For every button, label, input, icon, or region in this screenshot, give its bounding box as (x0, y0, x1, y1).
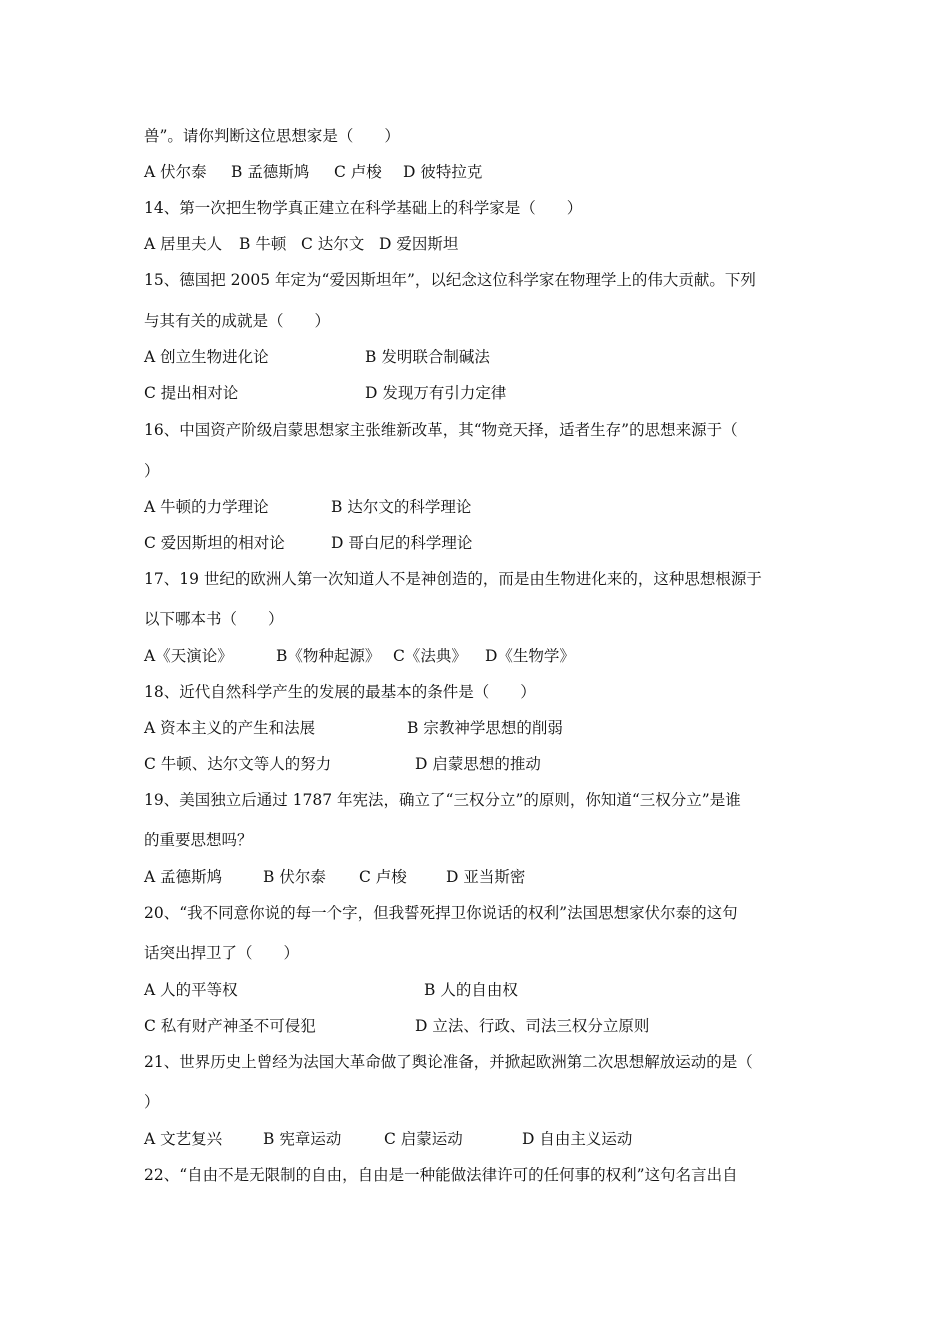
q19-option-c: C 卢梭 (359, 868, 407, 886)
q13-option-b: B 孟德斯鸠 (231, 163, 310, 181)
q17-stem-line1: 17、19 世纪的欧洲人第一次知道人不是神创造的，而是由生物进化来的，这种思想根源于 (144, 570, 762, 588)
q21-stem-line2: ） (144, 1093, 160, 1111)
q18-option-d: D 启蒙思想的推动 (415, 755, 541, 773)
q22-stem-line1: 22、“自由不是无限制的自由，自由是一种能做法律许可的任何事的权利”这句名言出自 (144, 1166, 738, 1184)
q15-option-a: A 创立生物进化论 (144, 348, 269, 366)
q20-option-d: D 立法、行政、司法三权分立原则 (415, 1017, 650, 1035)
q18-option-c: C 牛顿、达尔文等人的努力 (144, 755, 332, 773)
q19-option-d: D 亚当斯密 (446, 868, 526, 886)
q14-option-b: B 牛顿 (239, 235, 287, 253)
q21-option-b: B 宪章运动 (263, 1130, 342, 1148)
q17-option-d: D《生物学》 (485, 647, 575, 665)
q21-option-a: A 文艺复兴 (144, 1130, 223, 1148)
q14-option-a: A 居里夫人 (144, 235, 223, 253)
q20-stem-line2: 话突出捍卫了（ ） (144, 944, 300, 962)
q20-stem-line1: 20、“我不同意你说的每一个字，但我誓死捍卫你说话的权利”法国思想家伏尔泰的这句 (144, 904, 738, 922)
q16-stem-line2: ） (144, 462, 160, 480)
q17-option-c: C《法典》 (393, 647, 467, 665)
q16-option-c: C 爱因斯坦的相对论 (144, 534, 285, 552)
q13-option-d: D 彼特拉克 (403, 163, 483, 181)
q16-option-d: D 哥白尼的科学理论 (331, 534, 473, 552)
q21-stem-line1: 21、世界历史上曾经为法国大革命做了舆论准备，并掀起欧洲第二次思想解放运动的是（ (144, 1053, 753, 1071)
q19-option-b: B 伏尔泰 (263, 868, 326, 886)
q14-stem: 14、第一次把生物学真正建立在科学基础上的科学家是（ ） (144, 199, 583, 217)
q17-stem-line2: 以下哪本书（ ） (144, 610, 284, 628)
q15-stem-line1: 15、德国把 2005 年定为“爱因斯坦年”，以纪念这位科学家在物理学上的伟大贡献。下列 (144, 271, 756, 289)
q20-option-a: A 人的平等权 (144, 981, 238, 999)
q16-option-b: B 达尔文的科学理论 (331, 498, 472, 516)
q17-option-a: A《天演论》 (144, 647, 233, 665)
q20-option-b: B 人的自由权 (424, 981, 518, 999)
q20-option-c: C 私有财产神圣不可侵犯 (144, 1017, 316, 1035)
q13-option-c: C 卢梭 (334, 163, 382, 181)
q17-option-b: B《物种起源》 (276, 647, 381, 665)
q16-stem-line1: 16、中国资产阶级启蒙思想家主张维新改革，其“物竞天择，适者生存”的思想来源于（ (144, 421, 738, 439)
q18-option-b: B 宗教神学思想的削弱 (407, 719, 563, 737)
q13-option-a: A 伏尔泰 (144, 163, 207, 181)
q21-option-c: C 启蒙运动 (384, 1130, 463, 1148)
q15-stem-line2: 与其有关的成就是（ ） (144, 312, 331, 330)
q14-option-d: D 爱因斯坦 (379, 235, 459, 253)
q21-option-d: D 自由主义运动 (522, 1130, 633, 1148)
q18-option-a: A 资本主义的产生和法展 (144, 719, 316, 737)
q16-option-a: A 牛顿的力学理论 (144, 498, 269, 516)
q19-option-a: A 孟德斯鸠 (144, 868, 223, 886)
q15-option-c: C 提出相对论 (144, 384, 239, 402)
q18-stem: 18、近代自然科学产生的发展的最基本的条件是（ ） (144, 683, 536, 701)
q14-option-c: C 达尔文 (301, 235, 365, 253)
q15-option-d: D 发现万有引力定律 (365, 384, 507, 402)
q19-stem-line1: 19、美国独立后通过 1787 年宪法，确立了“三权分立”的原则，你知道“三权分立”是谁 (144, 791, 741, 809)
q15-option-b: B 发明联合制碱法 (365, 348, 490, 366)
q19-stem-line2: 的重要思想吗？ (144, 831, 253, 849)
q13-continuation: 兽”。请你判断这位思想家是（ ） (144, 127, 400, 145)
